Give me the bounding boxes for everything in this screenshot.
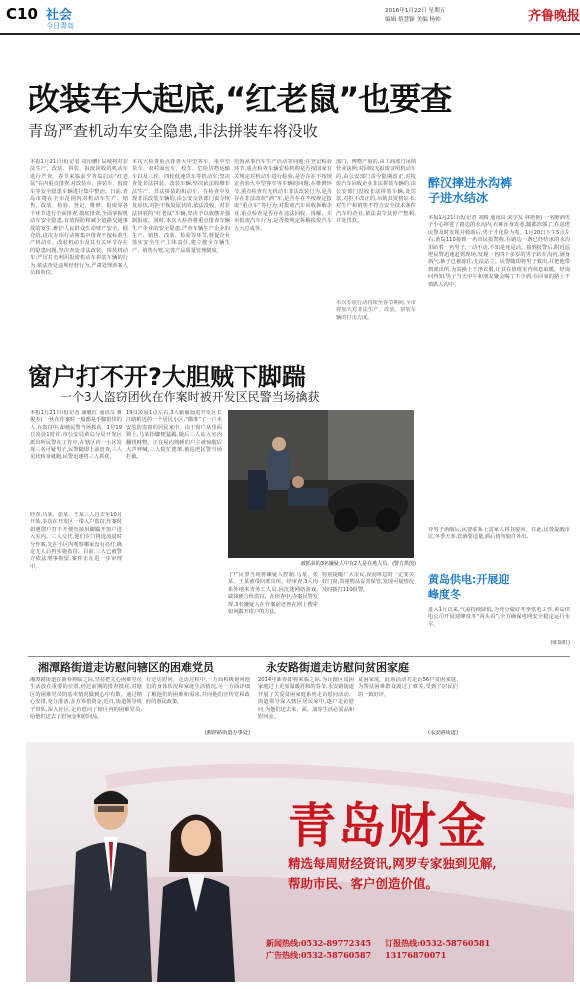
bottom-left-credit: (湘潭路街道办事处) <box>204 730 250 736</box>
lead-sidebar-note: 本次专项行动持续至春节期间,全市将加大对非法生产、改装、拼装车辆的打击力度。 <box>336 300 416 321</box>
ad-contacts <box>266 937 566 961</box>
bottom-right-credit: (永安路街道) <box>428 730 458 736</box>
subsection-name: 今日青岛 <box>46 22 74 30</box>
story2-body-col1: 本报1月21日讯(记者 潘魁红 通讯员 蒋俊杰) 一伙在作案时一般都是手脚很快的人,在盗窃中,却被民警当场抓获。1月19日凌晨1时许,市公安局黄岛分局开发区派出所民警在工作中,在辖区内一小区发现三名可疑男子,民警随即上前盘查,三人见状转身就跑,民警迅速将三人抓获。 <box>30 410 122 461</box>
right-story1-body2: 待男子酒醒后,民警联系上其家人将其接回。在此,民警提醒市民,冬季天寒,饮酒要适量,酒后切勿独自外出。 <box>428 527 570 541</box>
header-info <box>385 7 445 25</box>
businessman-icon <box>66 782 156 982</box>
story2-body-col4: 了!”民警当场将嫌疑人控制,马某、张某、王某被带回派出所。经审查,3人均系外地来青务工人员,因沉迷网络游戏,缺钱便合伙盗窃。在侦查中,办案民警发现,3名嫌疑人在作案前还曾在网上搜索如何踹开窗户的方法。 <box>228 572 318 616</box>
lead-headline: 改装车大起底,“红老鼠”也要查 <box>28 80 452 118</box>
story2-photo <box>228 410 414 558</box>
lead-body-col2: 本次大检查重点排查大中型客车、重中型货车、农村面包车、校车、危险货物运输车以及三轮、四轮低速货车等机动车;坚决查处非法拼装、改装车辆,坚决依法收缴非法生产、非法拼装的机动车。在检查中发现非法改装车辆的,由公安交管部门责令恢复原状,对拒不恢复原状的,依法没收。对非法拼装的“红老鼠”车辆,坚决予以收缴并强制报废。同时,本次大检查将重点排查车辆生产企业的安全隐患,严查车辆生产企业的生产、销售、改装、检验等环节,督促企业落实安全生产主体责任,建立健全车辆生产、销售台账,完善产品质量管理制度。 <box>132 159 230 254</box>
ad-contact-row-1 <box>266 937 566 949</box>
ad-tagline-1: 精选每周财经资讯,网罗专家独到见解, <box>288 856 497 871</box>
ad-businesswoman-figure <box>151 802 241 982</box>
page-header <box>0 0 580 36</box>
lead-subhead: 青岛严查机动车安全隐患,非法拼装车将没收 <box>28 122 318 140</box>
section-name: 社会 <box>46 8 73 23</box>
businesswoman-icon <box>151 802 241 982</box>
subscribe-label: 订报热线: <box>385 938 421 948</box>
bottom-left-body: 湘潭路街道在新春将临之际,坚持把关心困难党员生活放在重要的位置,经过前期的排查摸底,对辖区的困难党员的基本情况做到心中有数。通过精心安排,充分准备,多方筹措资金,近日,街道领导班子带队,深入社区,走访慰问了辖区内的困难党员,给他们送去了慰问金和慰问品。 <box>30 677 142 721</box>
bottom-right-headline: 永安路街道走访慰问贫困家庭 <box>266 661 409 674</box>
story2-photo-caption: 被抓获的3名嫌疑人中有2人是在逃人员。(警方供图) <box>300 561 416 567</box>
right-story2-body: 进入1月以来,气温持续降低,为充分做好冬季供电工作,黄岛供电公司开展迎峰度冬“回头看”,全力确保电网安全稳定运行水平。 <box>428 607 570 628</box>
right-story1-headline: 醉汉摔进水沟裤子进水结冰 <box>428 176 513 205</box>
mobile-number: 13176870071 <box>385 950 447 960</box>
lead-body-col1: 本报1月21日讯(记者 周衍鹏) 岛城将对非法生产、改装、拼装、报废回收的机动车进行严查。春节来临前夕青岛启动“红老鼠”在内重点排查,对改装车、拼装车、报废车等安全隐患车辆进行集中整治。日前,青岛市将在全市范围内对机动车生产、销售、改装、检验、登记、维修、报废等各个环节进行全面排查,摸底排查,全面掌握机动车安全隐患,有效预防和减少道路交通事故的发生,维护人民群众生命财产安全。据介绍,这次专项行动将集中排查不按标准生产机动车、改装机动车及其有关环节存在的隐患问题,坚决查处非法改装、拼装机动车;严厉打击利用报废机动车拼装车辆的行为,依法查处违规经营行为,严肃处理涉案人员和单位。 <box>30 159 128 277</box>
ad-businessman-figure <box>66 782 156 982</box>
bottom-right-body2: 贫困家庭。此项活动共走访56户贫困家庭,为帮扶困难群众渡过了难关,受到了居民们的一致好评。 <box>358 677 458 698</box>
story2-body-col5: 特别提醒广大市民,夜间休息时一定要关好门窗,贵重物品妥善保管,发现可疑情况及时拨打110报警。 <box>322 572 414 593</box>
staff-line: 编辑 蔡慧颖 美编 杨帅 <box>385 17 441 23</box>
hotline-label: 新闻热线: <box>266 938 301 948</box>
adline-number: 0532-58760587 <box>300 950 372 960</box>
header-rule <box>0 33 580 35</box>
right-story2-headline: 黄岛供电:开展迎峰度冬 <box>428 573 510 601</box>
right-story1-body: 本报1月21日讯(记者 刘腾 通讯员 宋学友 林艳艳) 一名醉酒男子小心摔进了路边的水沟内,衣裤浑身发寒,腿都冻僵了,在巡逻民警及时发现并救助后,男子才化险为夷。1月20日下午5点左右,黄岛110接到一名市民报警称,在路边一条已经结冰的水沟里趴着一名男子,一动不动,不知是死是活。接到报警后,附近巡逻民警迅速赶到现场,发现一名四十多岁的男子趴在沟内,满身酒气,裤子已被冻住,无法站立。民警随即将男子救出,并把他带到派出所,为其换上干净衣服,让其在值班室内休息取暖。经询问得知,男子当天中午和朋友聚会喝了不少酒,在回家的路上不慎跌入沟中。 <box>428 215 570 288</box>
story2-subhead: 一个3人盗窃团伙在作案时被开发区民警当场擒获 <box>60 390 320 404</box>
ad-tagline-2: 帮助市民、客户创造价值。 <box>288 876 439 891</box>
bottom-left-headline: 湘潭路街道走访慰问辖区的困难党员 <box>38 661 214 674</box>
lead-body-col4: 部门、博物产重的,由工商部门吊销营业执照;对回收无报废证明机动车的,由公安部门责令限期改正,对报废汽车回收企业非法拼装车辆的,由公安部门没收非法拼装车辆,处罚款;对拒不改正的,吊销其资格证书;对生产和销售不符合安全技术条件汽车的企业,依法责令其停产整顿,并处罚款。 <box>336 159 416 225</box>
adline-label: 广告热线: <box>266 950 301 960</box>
newspaper-logo: 齐鲁晚报 <box>528 9 580 24</box>
date-line: 2016年1月22日 星期五 <box>385 8 446 14</box>
story2-headline: 窗户打不开?大胆贼下脚踹 <box>28 363 306 391</box>
bottom-left-body2: 行走访慰问。走访过程中,一方面积极询问他们的身体状况和家庭生活情况,另一方面详细了解他们的困难和需求,并向他们宣传党和政府的惠民政策。 <box>146 677 250 706</box>
story2-body-col2: 经查,马某、张某、王某三人自去年10月开始,多次在开发区一带入户盗窃,作案时如遇窗户打不开便直接用脚踹开窗户进入室内。三人交代,他们专门挑选凌晨时分作案,先在小区内观察哪家没有亮灯,确定无人后再实施盗窃。目前,三人已被警方依法刑事拘留,案件正在进一步审理中。 <box>30 512 122 570</box>
police-arrest-photo-icon <box>228 410 414 558</box>
hotline-number: 0532-89772345 <box>300 938 372 948</box>
ad-title: 青岛财金 <box>288 798 489 854</box>
story2-body-col3: 19日凌晨1点左右,3人偷偷溜进开发区长江路附近的一个居民小区,“瞄准”了一户未安装防盗窗的居民家中。由于窗户从里面锁上,马某抬脚便猛踹,随后三人钻入室内翻找财物。正在屋内熟睡的户主被惊醒后大声呼喊,三人慌忙逃窜,被巡逻民警当场拦截。 <box>126 410 222 461</box>
lead-body-col3: 范围从事汽车生产活动等问题;在登记检验环节,重点检查车辆安检机构是否按国家有关规定对机动车进行检验,是否存在不按规定查验大中型客车等车辆的问题;在维修环节,重点检查有无机动车非法改装行为,是否存在非法改装“酒”车,是否存在不按规定报废“重点车”等行为;对报废汽车回收拆解企业,重点检查是否存在违法回收、拆解、买卖报废汽车行为,是否按规定拆解报废汽车五大总成等。 <box>234 159 332 232</box>
bottom-right-body: 2014年新春即将来临之际,为让辖区贫困家庭过上更加温暖祥和的春节,永安路街道开展了关爱贫困家庭系列走访慰问活动。街道领导深入辖区居民家中,逐户走访慰问,为他们送去米、面、油等生活必需品和慰问金。 <box>258 677 354 721</box>
section-divider <box>28 656 570 657</box>
page-number: C10 <box>6 5 38 23</box>
right-story2-credit: (陈瑞虹) <box>550 640 570 646</box>
ad-banner <box>26 742 574 982</box>
ad-contact-row-2 <box>266 949 566 961</box>
subscribe-number: 0532-58760581 <box>420 938 491 948</box>
